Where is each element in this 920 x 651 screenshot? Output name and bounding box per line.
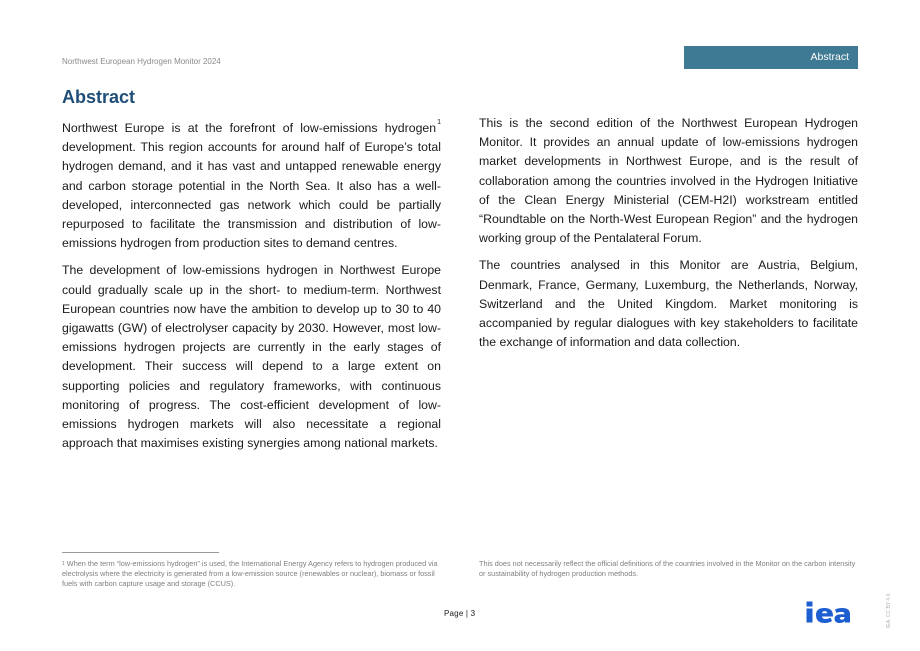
- left-paragraph-1: [62, 119, 441, 253]
- page-number: Page | 3: [444, 609, 476, 618]
- right-column: [479, 114, 858, 360]
- iea-logo: [806, 601, 858, 623]
- footnote-right: This does not necessarily reflect the official definitions of the countries involved in the Monitor on the carbon intensity or sustainability of hydrogen production methods.: [479, 559, 856, 579]
- left-paragraph-1-continuation: development. This region accounts for around half of Europe’s total hydrogen demand, and it has vast and untapped renewable energy and carbon storage potential in the North Sea. It also has a well-developed, interconnected gas network which could be partially repurposed to facilitate the transmission and distribution of low-emissions hydrogen from production sites to demand centres.: [62, 140, 441, 251]
- iea-logo-e: [816, 608, 833, 623]
- page-title: Abstract: [62, 87, 136, 107]
- right-paragraph-1: This is the second edition of the Northwest European Hydrogen Monitor. It provides an annual update of low-emissions hydrogen market developments in Northwest Europe, and is the result of collaboration among the countries involved in the Hydrogen Initiative of the Clean Energy Ministerial (CEM-H2I) workstream entitled “Roundtable on the North-West European Region” and the hydrogen working group of the Pentalateral Forum.: [479, 116, 858, 246]
- iea-logo-i-dot: [807, 602, 813, 607]
- section-tab: Abstract: [684, 46, 858, 69]
- footnote-left: [62, 559, 442, 590]
- left-paragraph-2: The development of low-emissions hydrogen in Northwest Europe could gradually scale up in the short- to medium-term. Northwest European countries now have the ambition to develop up to 30 to 40 gigawatts (GW) of electrolyser capacity by 2030. However, most low-emissions hydrogen projects are currently in the early stages of development. Their success will depend to a large extent on supporting policies and regulatory frameworks, with continuous monitoring of progress. The cost-efficient development of low-emissions hydrogen markets will also necessitate a regional approach that maximises existing synergies among national markets.: [62, 263, 441, 451]
- right-paragraph-2: The countries analysed in this Monitor are Austria, Belgium, Denmark, France, Germany, Luxemburg, the Netherlands, Norway, Switzerland and the United Kingdom. Market monitoring is accompanied by regular dialogues with key stakeholders to facilitate the exchange of information and data collection.: [479, 258, 858, 350]
- running-header: Northwest European Hydrogen Monitor 2024: [62, 57, 221, 66]
- footnote-marker: 1: [62, 561, 65, 567]
- iea-logo-i-stem: [807, 609, 813, 623]
- footnote-left-text: When the term “low-emissions hydrogen” is used, the International Energy Agency refers to hydrogen produced via electrolysis where the electricity is generated from a low-emission source (renewables or nuclear), biomass or fossil fuels with carbon capture usage and storage (CCUS).: [62, 559, 438, 589]
- left-column: [62, 119, 441, 461]
- footnote-divider: [62, 552, 219, 553]
- left-paragraph-1-text: Northwest Europe is at the forefront of low-emissions hydrogen: [62, 121, 437, 135]
- footnote-reference[interactable]: 1: [437, 119, 441, 126]
- license-notice: IEA. CC BY 4.0.: [886, 592, 892, 628]
- iea-logo-a: [835, 608, 851, 623]
